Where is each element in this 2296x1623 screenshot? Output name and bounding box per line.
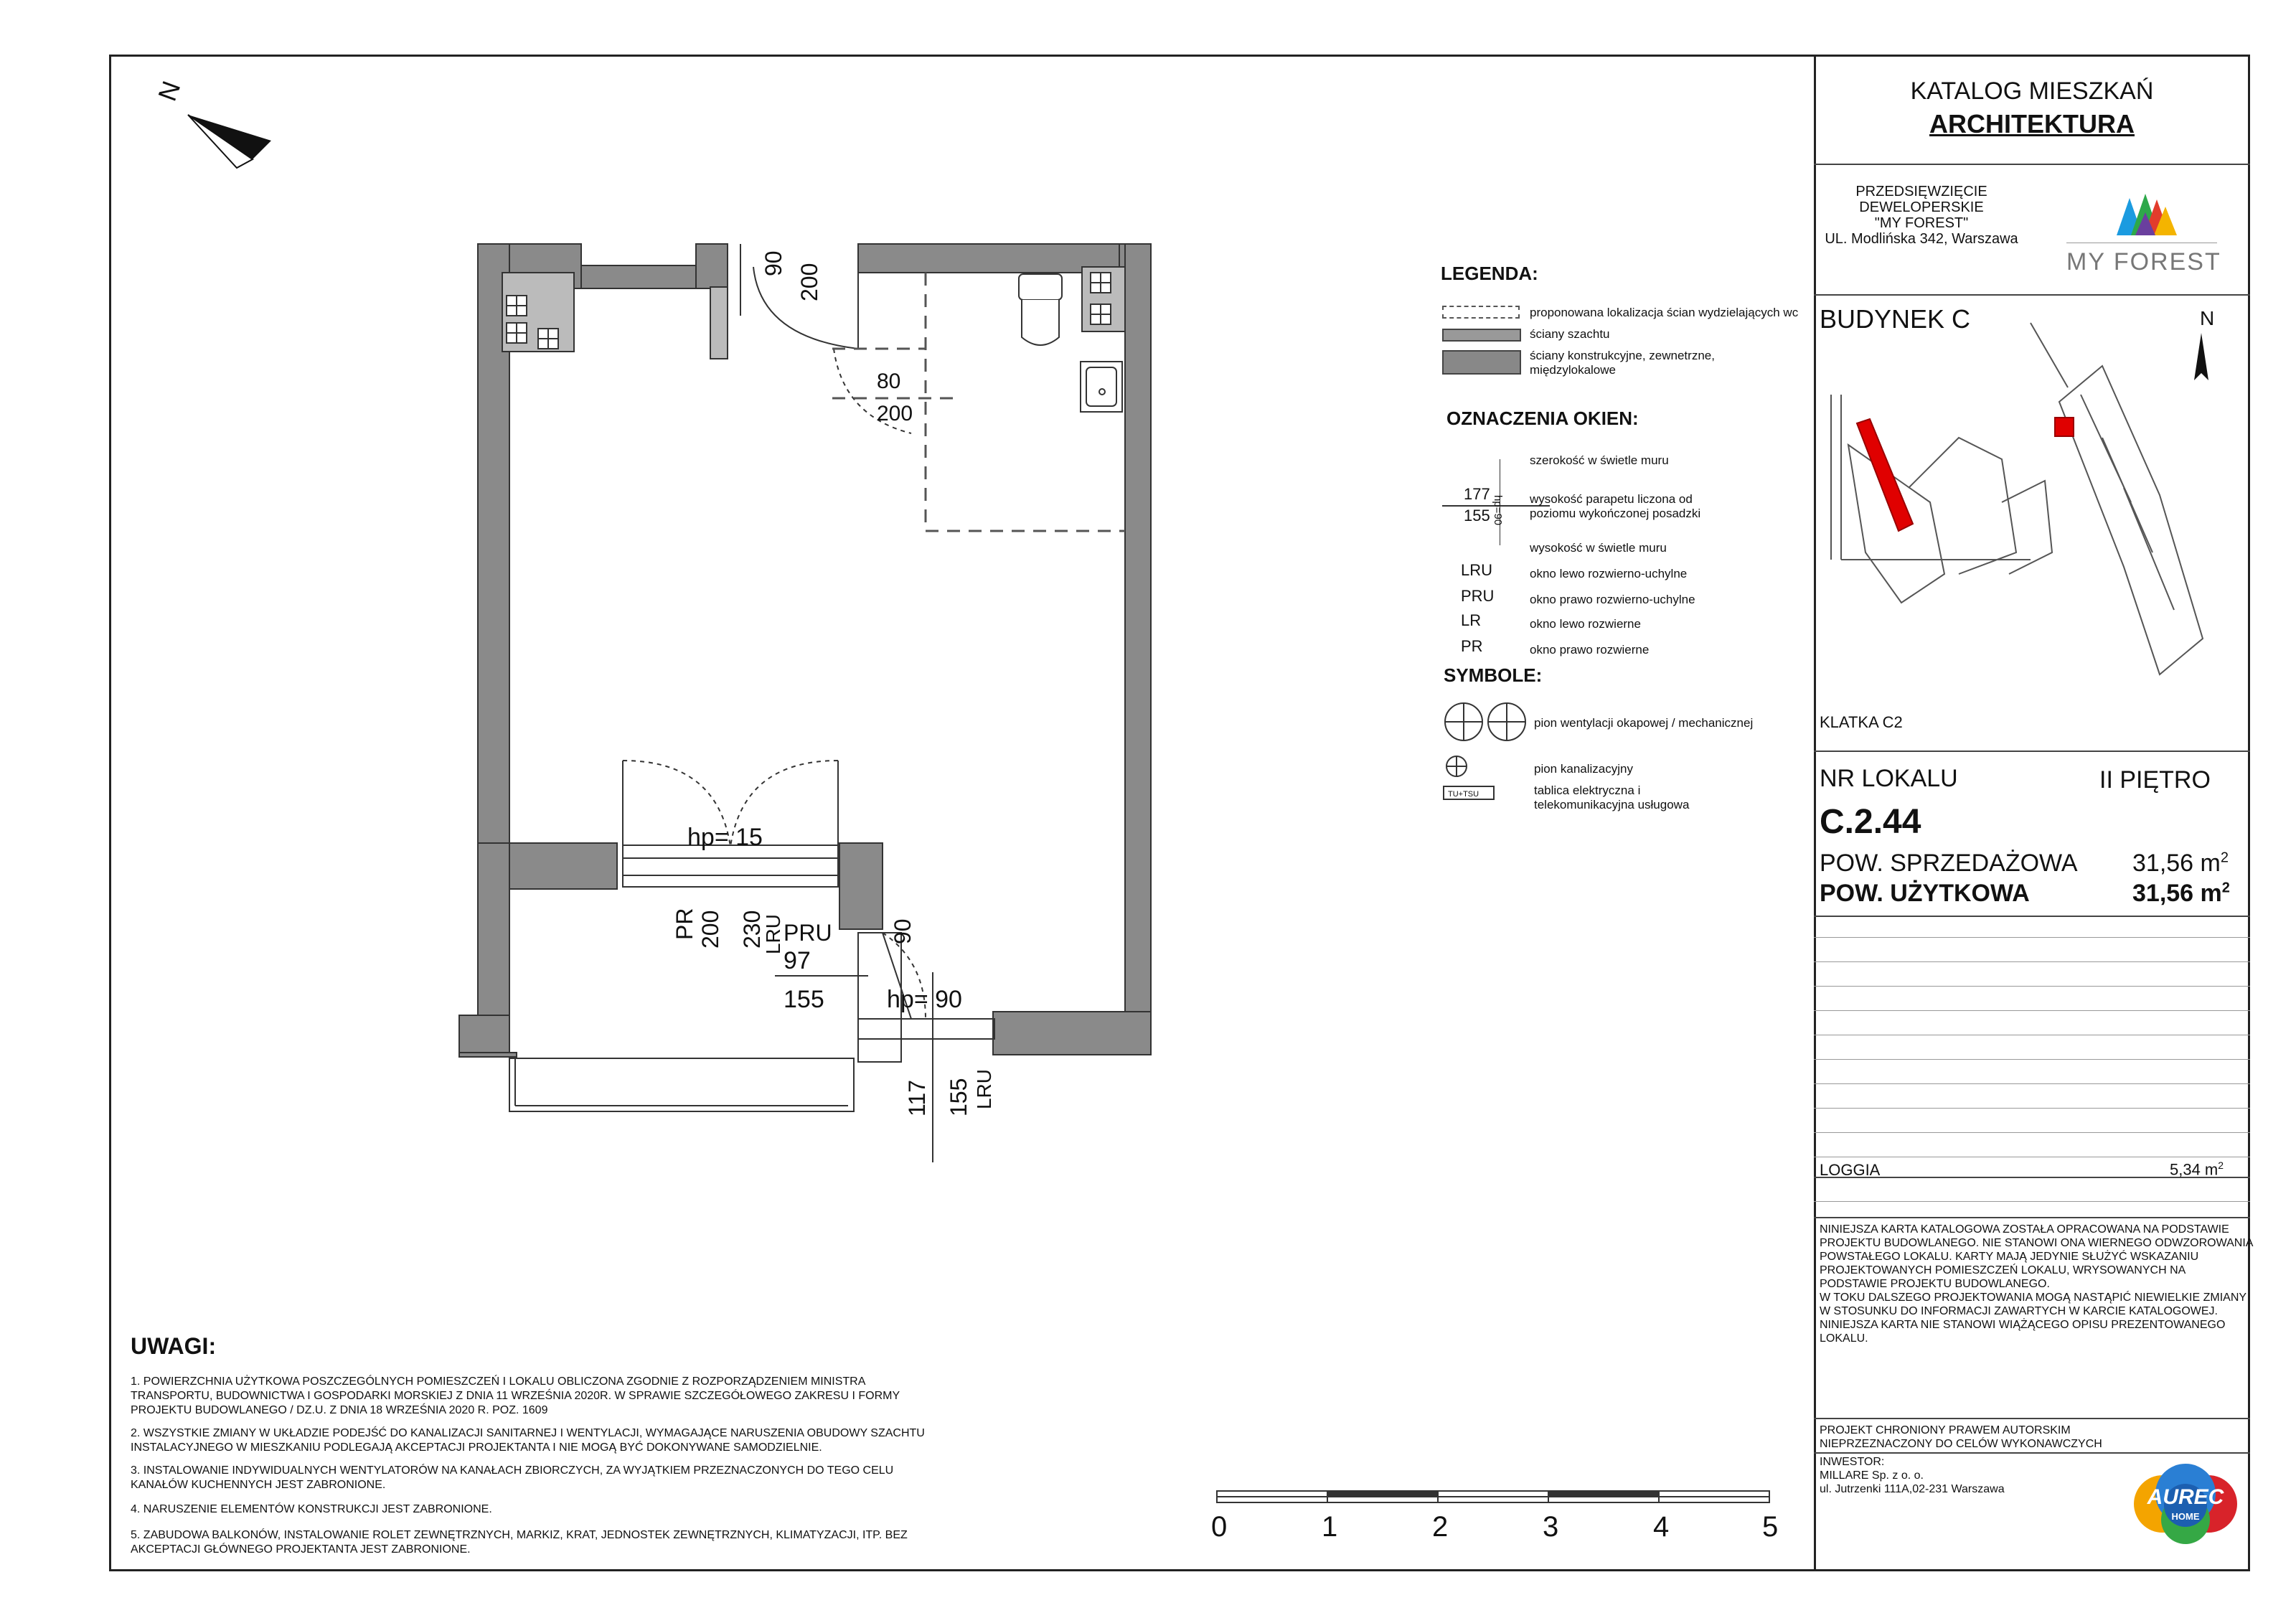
scale-tick-3: 3 xyxy=(1543,1511,1559,1543)
note-2: 2. WSZYSTKIE ZMIANY W UKŁADZIE PODEJŚĆ DO KANALIZACJI SANITARNEJ I WENTYLACJI, WYMAGAJĄCE NARUSZENIA OBUDOWY SZACHTU INSTALACYJNEGO W MIESZKANIU PODLEGAJĄ AKCEPTACJI PROJEKTANTA I NIE MOGĄ BYĆ DOKONYWANE SAMODZIELNIE. xyxy=(131,1427,925,1454)
disclaimer: NINIEJSZA KARTA KATALOGOWA ZOSTAŁA OPRACOWANA NA PODSTAWIE PROJEKTU BUDOWLANEGO. NIE STANOWI ONA WIERNEGO ODWZOROWANIA POWSTAŁEGO LOKALU. KARTY MAJĄ JEDYNIE SŁUŻYĆ WSKAZANIU PROJEKTOWANYCH POMIESZCZEŃ LOKALU, WRYSOWANYCH NA PODSTAWIE PROJEKTU BUDOWLANEGO. W TOKU DALSZEGO PROJEKTOWANIA MOGĄ NASTĄPIĆ NIEWIELKIE ZMIANY W STOSUNKU DO INFORMACJI ZAWARTYCH W KARCIE KATALOGOWEJ. NINIEJSZA KARTA NIE STANOWI WIĄŻĄCEGO OPISU PREZENTOWANEGO LOKALU. xyxy=(1820,1223,2254,1345)
win-desc-width: szerokość w świetle muru xyxy=(1530,453,1669,467)
symbol-panel-2: telekomunikacyjna usługowa xyxy=(1534,798,1690,812)
loggia-label: LOGGIA xyxy=(1820,1161,1881,1179)
unit-floor: II PIĘTRO xyxy=(2099,766,2211,794)
note-1: 1. POWIERZCHNIA UŻYTKOWA POSZCZEGÓLNYCH POMIESZCZEŃ I LOKALU OBLICZONA ZGODNIE Z ROZPORZĄDZENIEM MINISTRA TRANSPORTU, BUDOWNICTWA I GOSPODARKI MORSKIEJ Z DNIA 11 WRZEŚNIA 2020R. W SPRAWIE SZCZEGÓŁOWEGO ZAKRESU I FORMY PROJEKTU BUDOWLANEGO / DZ.U. Z DNIA 18 WRZEŚNIA 2020 R. POZ. 1609 xyxy=(131,1375,900,1416)
unit-nr-label: NR LOKALU xyxy=(1820,765,1958,792)
project-line-3: "MY FOREST" xyxy=(1874,215,1969,231)
north-label: N xyxy=(152,77,187,105)
legend-shaft-swatch xyxy=(1442,329,1521,342)
symbols-title: SYMBOLE: xyxy=(1444,664,1543,686)
window-width-117: 117 xyxy=(904,1079,930,1116)
sill-height-label: hp= 15 xyxy=(687,824,763,851)
toilet-icon xyxy=(1019,274,1062,345)
copyright-note: PROJEKT CHRONIONY PRAWEM AUTORSKIM NIEPRZEZNACZONY DO CELÓW WYKONAWCZYCH xyxy=(1820,1424,2102,1450)
code-pr: PR xyxy=(1461,637,1483,655)
scale-tick-4: 4 xyxy=(1653,1511,1670,1543)
window-type-lru: LRU xyxy=(762,913,784,954)
site-north-label: N xyxy=(2200,307,2215,329)
win-desc-height: wysokość w świetle muru xyxy=(1530,541,1667,555)
legend-wall-swatch xyxy=(1442,350,1521,375)
code-pru: PRU xyxy=(1461,587,1495,605)
window-height-155b: 155 xyxy=(946,1078,971,1116)
legend-item-walls: ściany konstrukcyjne, zewnetrzne, xyxy=(1530,349,1715,362)
aurec-logo-sub: HOME xyxy=(2171,1511,2200,1522)
windows-title: OZNACZENIA OKIEN: xyxy=(1446,408,1639,429)
symbol-panel-1: tablica elektryczna i xyxy=(1534,784,1641,797)
project-line-2: DEWELOPERSKIE xyxy=(1859,199,1984,215)
win-desc-sill-2: poziomu wykończonej posadzki xyxy=(1530,507,1701,520)
bath-door-height: 200 xyxy=(877,402,913,425)
building-label: BUDYNEK C xyxy=(1820,304,1971,334)
code-pr-desc: okno prawo rozwierne xyxy=(1530,643,1650,657)
door-width: 90 xyxy=(761,250,786,276)
win-sample-top: 177 xyxy=(1464,485,1490,503)
window-width-97: 97 xyxy=(784,947,811,974)
unit-number: C.2.44 xyxy=(1820,803,1921,841)
symbol-panel-label: TU+TSU xyxy=(1448,790,1479,799)
usable-area-label: POW. UŻYTKOWA xyxy=(1820,880,2030,907)
north-arrow-icon xyxy=(188,115,271,168)
note-4: 4. NARUSZENIE ELEMENTÓW KONSTRUKCJI JEST ZABRONIONE. xyxy=(131,1503,492,1515)
legend-item-walls-2: międzylokalowe xyxy=(1530,363,1616,377)
my-forest-logo-icon xyxy=(2109,191,2181,241)
legend-title: LEGENDA: xyxy=(1441,263,1538,284)
window-type-pru: PRU xyxy=(784,920,832,946)
sill-height-90: hp= 90 xyxy=(887,986,962,1013)
door-height: 200 xyxy=(796,263,822,301)
scale-tick-5: 5 xyxy=(1762,1511,1779,1543)
code-lr-desc: okno lewo rozwierne xyxy=(1530,617,1641,631)
sales-area-value: 31,56 $m^2$ xyxy=(2132,850,2229,877)
symbol-ventilation: pion wentylacji okapowej / mechanicznej xyxy=(1534,716,1754,730)
sales-area-label: POW. SPRZEDAŻOWA xyxy=(1820,850,2078,877)
site-plan xyxy=(1815,316,2249,732)
sink-icon xyxy=(1081,362,1122,412)
project-line-4: UL. Modlińska 342, Warszawa xyxy=(1825,231,2018,247)
riser-symbols-icon xyxy=(1442,700,1535,801)
code-pru-desc: okno prawo rozwierno-uchylne xyxy=(1530,593,1695,606)
catalog-title: KATALOG MIESZKAŃ xyxy=(1910,77,2154,105)
win-desc-sill: wysokość parapetu liczona od xyxy=(1530,492,1693,506)
staircase-label: KLATKA C2 xyxy=(1820,713,1903,731)
project-line-1: PRZEDSIĘWZIĘCIE xyxy=(1855,184,1987,199)
window-type-lru-2: LRU xyxy=(973,1068,995,1109)
scale-bar xyxy=(1213,1484,1787,1518)
scale-tick-1: 1 xyxy=(1322,1511,1338,1543)
win-sample-hp: hp=90 xyxy=(1492,495,1504,526)
section-title: ARCHITEKTURA xyxy=(1929,109,2135,138)
window-90: 90 xyxy=(890,918,916,944)
scale-tick-2: 2 xyxy=(1432,1511,1449,1543)
notes-title: UWAGI: xyxy=(131,1333,217,1359)
my-forest-logo-text: MY FOREST xyxy=(2066,248,2221,276)
legend-dashed-swatch xyxy=(1442,306,1520,319)
legend-item-dashed: proponowana lokalizacja ścian wydzielających wc xyxy=(1530,306,1799,319)
window-height-155: 155 xyxy=(784,986,824,1013)
win-sample-bottom: 155 xyxy=(1464,507,1490,524)
code-lr: LR xyxy=(1461,611,1482,629)
window-height-200: 200 xyxy=(697,910,723,949)
loggia-value: 5,34 $m^2$ xyxy=(2170,1159,2224,1179)
legend-item-shaft: ściany szachtu xyxy=(1530,327,1610,341)
code-lru: LRU xyxy=(1461,561,1493,579)
scale-tick-0: 0 xyxy=(1211,1511,1228,1543)
code-lru-desc: okno lewo rozwierno-uchylne xyxy=(1530,567,1688,580)
bath-door-width: 80 xyxy=(877,370,901,393)
note-5: 5. ZABUDOWA BALKONÓW, INSTALOWANIE ROLET ZEWNĘTRZNYCH, MARKIZ, KRAT, JEDNOSTEK ZEWNĘTRZNYCH, KLIMATYZACJI, ITP. BEZ AKCEPTACJI GŁÓWNEGO PROJEKTANTA JEST ZABRONIONE. xyxy=(131,1529,908,1556)
usable-area-value: 31,56 $m^2$ xyxy=(2132,880,2230,907)
window-type-pr: PR xyxy=(672,908,697,940)
window-height-230: 230 xyxy=(739,910,765,949)
aurec-logo-text: AUREC xyxy=(2147,1485,2224,1509)
investor: INWESTOR: MILLARE Sp. z o. o. ul. Jutrzenki 111A,02-231 Warszawa xyxy=(1820,1456,2005,1495)
note-3: 3. INSTALOWANIE INDYWIDUALNYCH WENTYLATORÓW NA KANAŁACH ZBIORCZYCH, ZA WYJĄTKIEM PRZEZNACZONYCH DO TEGO CELU KANAŁÓW KUCHENNYCH JEST ZABRONIONE. xyxy=(131,1464,894,1491)
symbol-sewer: pion kanalizacyjny xyxy=(1534,762,1633,776)
